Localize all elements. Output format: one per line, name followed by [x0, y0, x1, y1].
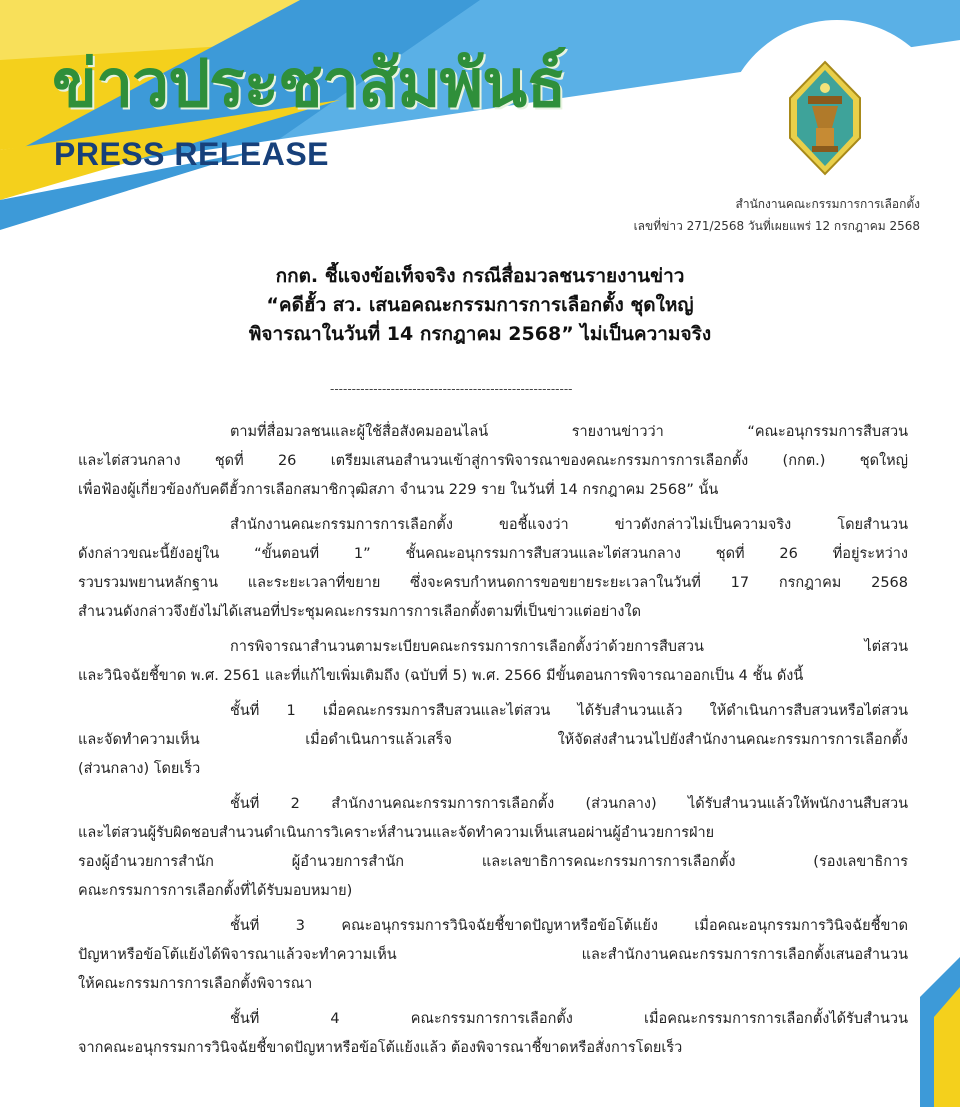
paragraph — [78, 633, 908, 691]
paragraph-line: รองผู้อำนวยการสำนัก ผู้อำนวยการสำนัก และเลขาธิการคณะกรรมการการเลือกตั้ง (รองเลขาธิการ — [78, 854, 908, 870]
paragraph-line: คณะกรรมการการเลือกตั้งที่ได้รับมอบหมาย) — [78, 883, 353, 899]
title-thai: ข่าวประชาสัมพันธ์ — [52, 45, 566, 122]
press-release-header — [0, 0, 960, 240]
paragraph-line: ดังกล่าวขณะนี้ยังอยู่ใน “ขั้นตอนที่ 1” ชั้นคณะอนุกรรมการสืบสวนและไต่สวนกลาง ชุดที่ 26 ที่อยู่ระหว่าง — [78, 546, 908, 562]
paragraph-line: ตามที่สื่อมวลชนและผู้ใช้สื่อสังคมออนไลน์ รายงานข่าวว่า “คณะอนุกรรมการสืบสวน — [230, 424, 908, 440]
headline — [0, 262, 960, 349]
headline-line: พิจารณาในวันที่ 14 กรกฎาคม 2568” ไม่เป็นความจริง — [248, 323, 712, 345]
paragraph-line: สำนักงานคณะกรรมการการเลือกตั้ง ขอชี้แจงว่า ข่าวดังกล่าวไม่เป็นความจริง โดยสำนวน — [230, 517, 908, 533]
paragraph-line: ชั้นที่ 1 เมื่อคณะกรรมการสืบสวนและไต่สวน ได้รับสำนวนแล้ว ให้ดำเนินการสืบสวนหรือไต่สวน — [230, 703, 908, 719]
corner-decoration — [920, 957, 960, 1107]
paragraph-line: และจัดทำความเห็น เมื่อดำเนินการแล้วเสร็จ ให้จัดส่งสำนวนไปยังสำนักงานคณะกรรมการการเลือกตั้ง — [78, 732, 908, 748]
paragraph-line: สำนวนดังกล่าวจึงยังไม่ได้เสนอที่ประชุมคณะกรรมการการเลือกตั้งตามที่เป็นข่าวแต่อย่างใด — [78, 604, 642, 620]
paragraph — [78, 511, 908, 627]
paragraph-line: เพื่อฟ้องผู้เกี่ยวข้องกับคดีฮั้วการเลือกสมาชิกวุฒิสภา จำนวน 229 ราย ในวันที่ 14 กรกฎาคม 2568” นั้น — [78, 482, 719, 498]
paragraph-line: จากคณะอนุกรรมการวินิจฉัยชี้ขาดปัญหาหรือข้อโต้แย้งแล้ว ต้องพิจารณาชี้ขาดหรือสั่งการโดยเร็ว — [78, 1040, 683, 1056]
paragraph-line: (ส่วนกลาง) โดยเร็ว — [78, 761, 201, 777]
press-release-body — [78, 418, 908, 1069]
paragraph — [78, 790, 908, 906]
paragraph-line: และไต่สวนกลาง ชุดที่ 26 เตรียมเสนอสำนวนเข้าสู่การพิจารณาของคณะกรรมการการเลือกตั้ง (กกต.) ชุดใหญ่ — [78, 453, 908, 469]
paragraph — [78, 912, 908, 999]
paragraph — [78, 697, 908, 784]
paragraph-line: ชั้นที่ 4 คณะกรรมการการเลือกตั้ง เมื่อคณะกรรมการการเลือกตั้งได้รับสำนวน — [230, 1011, 908, 1027]
agency-name: สำนักงานคณะกรรมการการเลือกตั้ง — [735, 197, 920, 211]
title-english: PRESS RELEASE — [54, 136, 330, 172]
paragraph-line: ชั้นที่ 3 คณะอนุกรรมการวินิจฉัยชี้ขาดปัญหาหรือข้อโต้แย้ง เมื่อคณะอนุกรรมการวินิจฉัยชี้ขาด — [230, 918, 908, 934]
paragraph — [78, 1005, 908, 1063]
paragraph — [78, 418, 908, 505]
separator-line: -------------------------------------------------------- — [330, 382, 573, 396]
paragraph-line: รวบรวมพยานหลักฐาน และระยะเวลาที่ขยาย ซึ่งจะครบกำหนดการขอขยายระยะเวลาในวันที่ 17 กรกฎาคม 2568 — [78, 575, 908, 591]
headline-line: กกต. ชี้แจงข้อเท็จจริง กรณีสื่อมวลชนรายงานข่าว — [275, 265, 685, 287]
paragraph-line: และไต่สวนผู้รับผิดชอบสำนวนดำเนินการวิเคราะห์สำนวนและจัดทำความเห็นเสนอผ่านผู้อำนวยการฝ่าย — [78, 825, 715, 841]
paragraph-line: ชั้นที่ 2 สำนักงานคณะกรรมการการเลือกตั้ง (ส่วนกลาง) ได้รับสำนวนแล้วให้พนักงานสืบสวน — [230, 796, 908, 812]
paragraph-line: การพิจารณาสำนวนตามระเบียบคณะกรรมการการเลือกตั้งว่าด้วยการสืบสวน ไต่สวน — [230, 639, 908, 655]
paragraph-line: ปัญหาหรือข้อโต้แย้งได้พิจารณาแล้วจะทำความเห็น และสำนักงานคณะกรรมการการเลือกตั้งเสนอสำนวน — [78, 947, 908, 963]
headline-line: “คดีฮั้ว สว. เสนอคณะกรรมการการเลือกตั้ง ชุดใหญ่ — [266, 294, 694, 316]
ect-emblem-logo — [770, 58, 880, 178]
news-number-date: เลขที่ข่าว 271/2568 วันที่เผยแพร่ 12 กรกฎาคม 2568 — [633, 219, 920, 233]
paragraph-line: และวินิจฉัยชี้ขาด พ.ศ. 2561 และที่แก้ไขเพิ่มเติมถึง (ฉบับที่ 5) พ.ศ. 2566 มีขั้นตอนการพิจารณาออกเป็น 4 ชั้น ดังนี้ — [78, 668, 804, 684]
paragraph-line: ให้คณะกรรมการการเลือกตั้งพิจารณา — [78, 976, 313, 992]
